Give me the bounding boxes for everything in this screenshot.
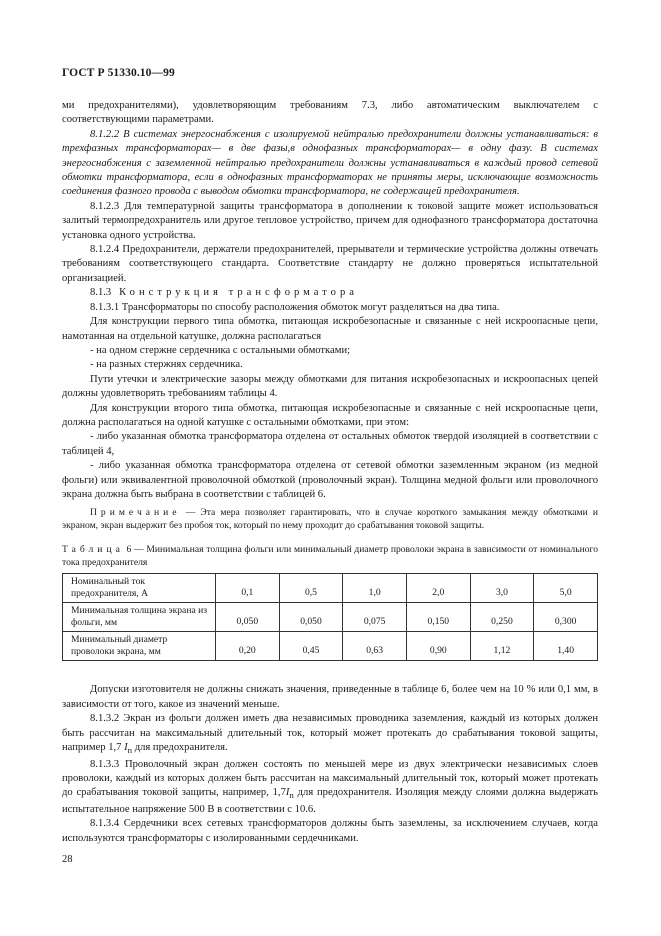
table-row-header: Номинальный ток предохранителя, А [63, 574, 216, 603]
table-row-header: Минимальная толщина экрана из фольги, мм [63, 603, 216, 632]
table-row-header: Минимальный диаметр проволоки экрана, мм [63, 632, 216, 661]
table-caption-text: 6 — Минимальная толщина фольги или минимальный диаметр проволоки экрана в зависимости от номинального тока предохранителя [62, 544, 598, 568]
current-subscript: n [127, 745, 133, 756]
list-item: - на одном стержне сердечника с остальными обмотками; [90, 344, 351, 356]
table-cell: 1,0 [343, 574, 407, 603]
table-row [63, 574, 598, 603]
paragraph-text: для предохранителя. [132, 742, 228, 753]
current-subscript: n [289, 790, 294, 801]
table-cell: 1,40 [534, 632, 598, 661]
paragraph: 8.1.3.1 Трансформаторы по способу расположения обмоток могут разделяться на два типа. [90, 301, 500, 313]
section-heading [62, 286, 598, 300]
paragraph: 8.1.2.3 Для температурной защиты трансформатора в дополнении к токовой защите может использоваться залитый термопредохранитель или другое тепловое устройство, причем для однофазного трансформатора достаточна установка одного устройства. [62, 200, 598, 241]
paragraph: 8.1.2.4 Предохранители, держатели предохранителей, прерыватели и термические устройства должны отвечать требованиям соответствующего стандарта. Соответствие стандарту не должно проверяться испытательной организацией. [62, 244, 598, 284]
table-cell: 0,250 [470, 603, 534, 632]
table-row [63, 632, 598, 661]
list-item: - на разных стержнях сердечника. [90, 359, 243, 371]
data-table [62, 573, 598, 661]
table-cell: 0,300 [534, 603, 598, 632]
paragraph: Для конструкции первого типа обмотка, питающая искробезопасные и связанные с ней искроопасные цепи, намотанная на отдельной катушке, должна располагаться [62, 316, 598, 342]
list-item: - либо указанная обмотка трансформатора отделена от сетевой обмотки заземленным экраном (из медной фольги) или эквивалентной проволочной обмоткой (проволочный экран). Толщина медной фольги или проволочного экрана должна быть выбрана в соответствии с таблицей 6. [62, 460, 598, 500]
section-number: 8.1.3 [90, 287, 112, 299]
table-row [63, 603, 598, 632]
paragraph-text: для предохранителя. Изоляция между слоями должна выдержать испытательное напряжение 500 В в соответствии с 10.6. [62, 787, 598, 815]
table-cell: 0,075 [343, 603, 407, 632]
table-caption [62, 544, 598, 569]
current-symbol: I [285, 787, 290, 799]
table-cell: 3,0 [470, 574, 534, 603]
note-text: — Эта мера позволяет гарантировать, что в случае короткого замыкания между обмотками и экраном, экран выдержит без пробоя ток, который по нему проходит до срабатывания токовой защиты. [62, 507, 598, 532]
paragraph [62, 758, 598, 818]
table-cell: 5,0 [534, 574, 598, 603]
table-cell: 0,050 [279, 603, 343, 632]
table-cell: 0,5 [279, 574, 343, 603]
table-cell: 0,20 [216, 632, 280, 661]
table-label: Таблица [62, 544, 124, 556]
page-number: 28 [62, 854, 73, 865]
current-symbol: I [124, 742, 128, 753]
table-cell: 1,12 [470, 632, 534, 661]
paragraph: Пути утечки и электрические зазоры между обмотками для питания искробезопасных и искроопасных цепей должны удовлетворять требованиям таблицы 4. [62, 373, 598, 400]
table-cell: 0,63 [343, 632, 407, 661]
paragraph-text: 8.1.3.2 Экран из фольги должен иметь два независимых проводника заземления, каждый из которых должен быть рассчитан на максимальный длительный ток, который может протекать до срабатывания токовой защиты, например 1,7 [62, 713, 598, 753]
table-cell: 0,150 [406, 603, 470, 632]
paragraph [62, 712, 598, 757]
paragraph: ми предохранителями), удовлетворяющим требованиям 7.3, либо автоматическим выключателем с соответствующими параметрами. [62, 100, 598, 126]
note [62, 506, 598, 532]
table-cell: 0,90 [406, 632, 470, 661]
section-title: Конструкция трансформатора [119, 287, 358, 299]
paragraph: Допуски изготовителя не должны снижать значения, приведенные в таблице 6, более чем на 10 % или 0,1 мм, в зависимости от того, какое из значений меньше. [62, 684, 598, 710]
note-label: Примечание [90, 507, 181, 519]
paragraph: Для конструкции второго типа обмотка, питающая искробезопасные и связанные с ней искроопасные цепи, должна располагаться на одной катушке с остальными обмотками, при этом: [62, 402, 598, 428]
table-cell: 2,0 [406, 574, 470, 603]
table-cell: 0,1 [216, 574, 280, 603]
document-header: ГОСТ Р 51330.10—99 [62, 67, 175, 79]
document-body [62, 99, 598, 846]
paragraph: 8.1.3.4 Сердечники всех сетевых трансформаторов должны быть заземлены, за исключением случаев, когда используются трансформаторы с изолированными сердечниками. [62, 818, 598, 844]
list-item: - либо указанная обмотка трансформатора отделена от остальных обмоток твердой изоляцией в соответствии с таблицей 4, [62, 431, 598, 457]
paragraph-text: 8.1.3.3 Проволочный экран должен состоять по меньшей мере из двух электрически независимых слоев проволоки, каждый из которых должен быть рассчитан на максимальный длительный ток, который может протекать до срабатывания токовой защиты, например, 1,7 [62, 758, 598, 799]
paragraph: 8.1.2.2 В системах энергоснабжения с изолируемой нейтралью предохранители должны устанавливаться: в трехфазных трансформаторах— в две фазы,в однофазных трансформаторах— в одну фазу. В системах энергоснабжения с заземленной нейтралью предохранители должны устанавливаться в каждый провод сетевой обмотки трансформатора, если в однофазных трансформаторах не приняты меры, исключающие возможность соединения фазного провода с выводом обмотки трансформатора, не содержащей предохранителя. [62, 128, 598, 198]
table-cell: 0,45 [279, 632, 343, 661]
table-cell: 0,050 [216, 603, 280, 632]
